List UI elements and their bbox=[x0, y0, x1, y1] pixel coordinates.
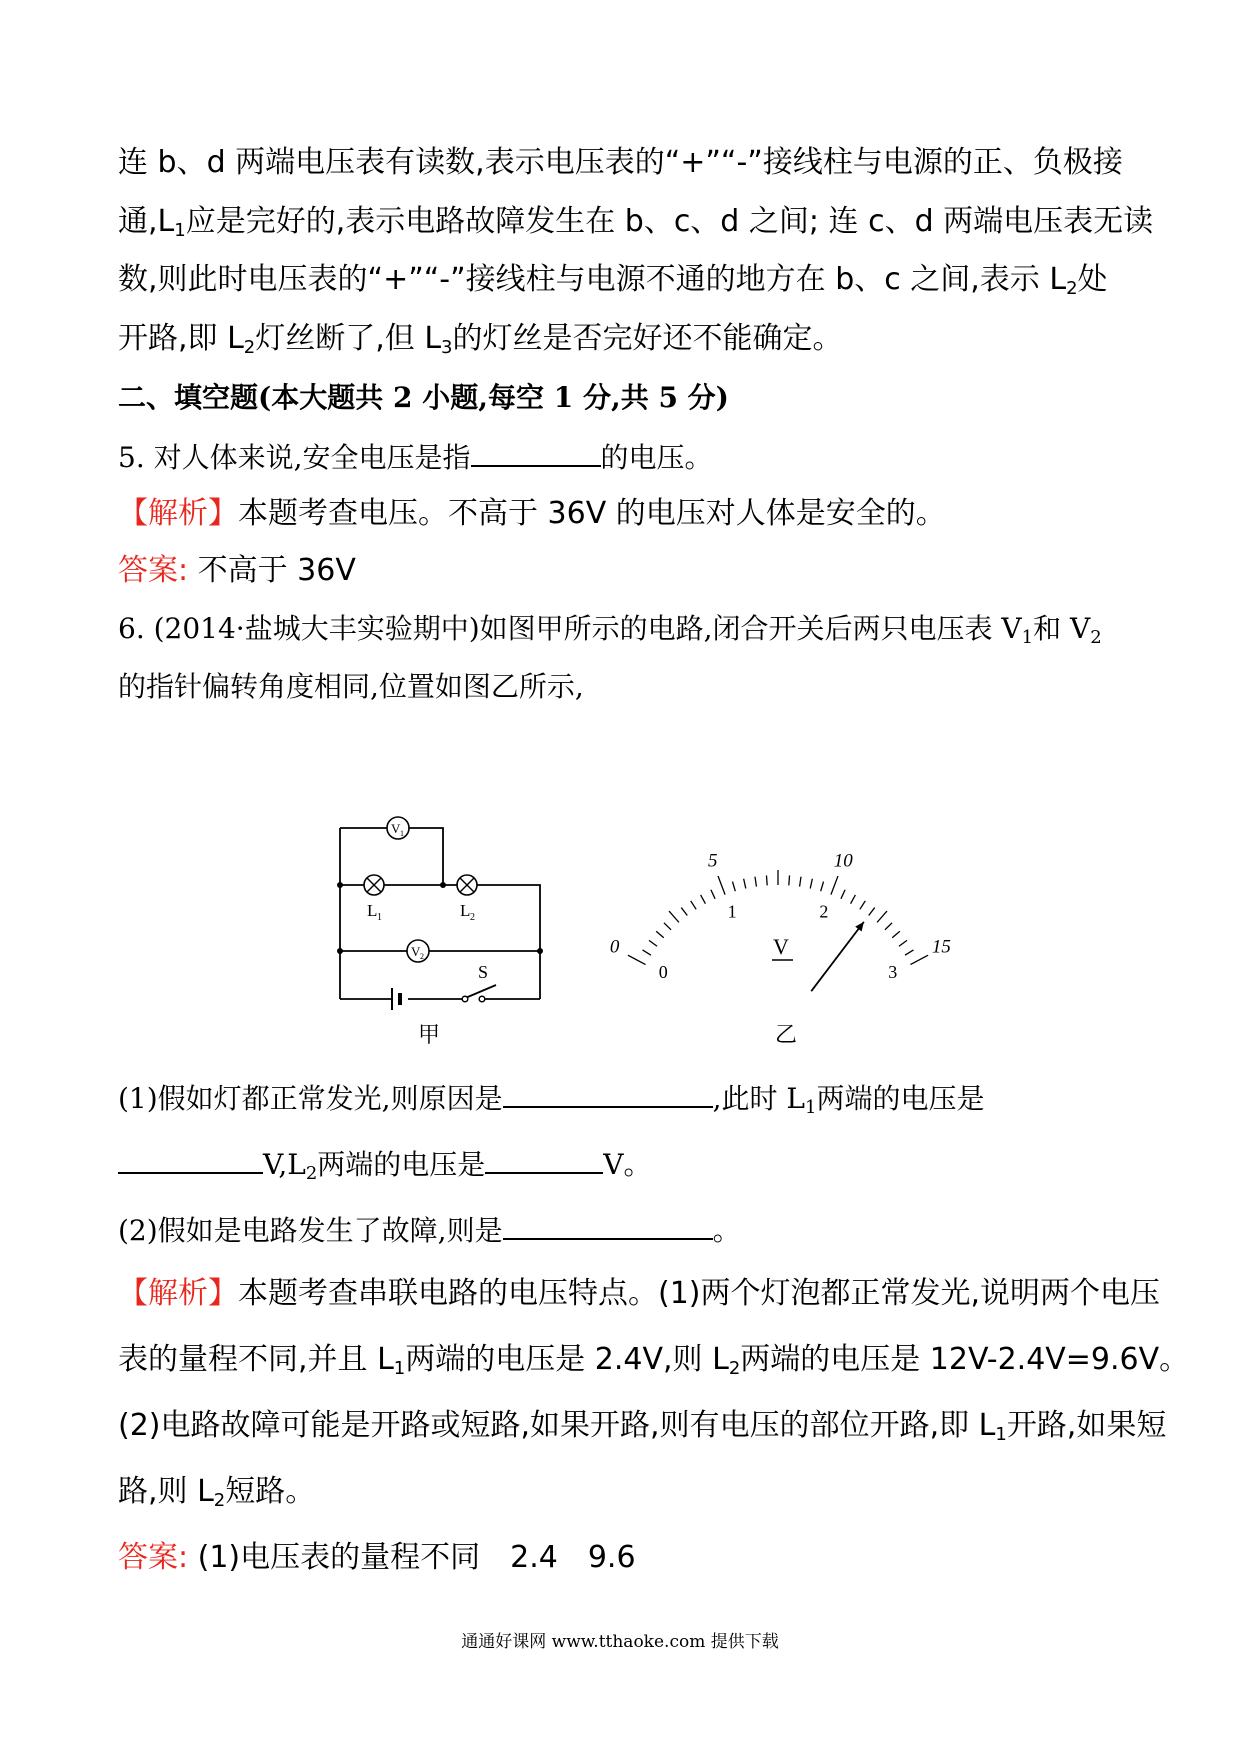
dial-tick bbox=[669, 911, 679, 922]
q6-analysis-line1: 【解析】本题考查串联电路的电压特点。(1)两个灯泡都正常发光,说明两个电压 bbox=[118, 1276, 1161, 1311]
svg-text:V: V bbox=[411, 944, 421, 959]
q6-analysis-line4: 路,则 $L_2$短路。 bbox=[118, 1474, 316, 1511]
q5-analysis: 【解析】本题考查电压。不高于 36V 的电压对人体是安全的。 bbox=[118, 496, 946, 531]
circuit-diagram bbox=[330, 815, 560, 1015]
figure-yi-caption: 乙 bbox=[775, 1023, 798, 1048]
dial-tick bbox=[821, 882, 824, 892]
dial-tick bbox=[899, 940, 907, 946]
q6-analysis-line3: (2)电路故障可能是开路或短路,如果开路,则有电压的部位开路,即 $L_1$开路,如果短 bbox=[118, 1408, 1167, 1445]
dial-tick bbox=[732, 882, 735, 892]
voltmeter-v1-symbol bbox=[387, 817, 409, 839]
dial-inner-label: 1 bbox=[727, 901, 737, 922]
dial-needle-tip bbox=[855, 922, 864, 932]
q5-stem: 5. 对人体来说,安全电压是指 的电压。 bbox=[118, 435, 713, 478]
page-footer: 通通好课网 www.tthaoke.com 提供下载 bbox=[461, 1632, 779, 1652]
q5-blank[interactable] bbox=[471, 435, 601, 467]
dial-tick bbox=[711, 890, 715, 899]
q6-stem-line2: 的指针偏转角度相同,位置如图乙所示, bbox=[118, 670, 584, 703]
dial-tick bbox=[910, 955, 928, 964]
dial-tick bbox=[800, 877, 801, 887]
q6-sub1-line1: (1)假如灯都正常发光,则原因是 ,此时 $L_1$两端的电压是 bbox=[118, 1076, 984, 1119]
dial-inner-label: 0 bbox=[658, 962, 668, 983]
q6-analysis-line2: 表的量程不同,并且 $L_1$两端的电压是 2.4V,则 $L_2$两端的电压是 12V-2.4V=9.6V。 bbox=[118, 1342, 1190, 1379]
dial-tick bbox=[851, 895, 856, 904]
dial-tick bbox=[831, 876, 838, 895]
q6-blank-reason[interactable] bbox=[503, 1076, 713, 1108]
dial-tick bbox=[905, 950, 913, 955]
dial-tick bbox=[789, 875, 790, 885]
dial-tick bbox=[810, 879, 812, 889]
voltmeter-v2-symbol bbox=[407, 940, 429, 962]
svg-text:1: 1 bbox=[377, 912, 382, 923]
section-title: 二、填空题(本大题共 2 小题,每空 1 分,共 5 分) bbox=[118, 381, 729, 414]
figure-jia-caption: 甲 bbox=[418, 1023, 441, 1048]
dial-tick bbox=[718, 876, 725, 895]
para1-line1: 连 b、d 两端电压表有读数,表示电压表的“+”“-”接线柱与电源的正、负极接 bbox=[118, 145, 1123, 180]
q6-answer: 答案: (1)电压表的量程不同 2.4 9.6 bbox=[118, 1540, 636, 1575]
svg-text:V: V bbox=[391, 821, 401, 836]
dial-outer-label: 10 bbox=[833, 850, 853, 872]
dial-tick bbox=[885, 923, 892, 930]
svg-text:2: 2 bbox=[420, 952, 424, 961]
dial-tick bbox=[643, 950, 651, 955]
dial-tick bbox=[744, 879, 746, 889]
q6-sub2: (2)假如是电路发生了故障,则是 。 bbox=[118, 1208, 741, 1251]
svg-text:2: 2 bbox=[470, 912, 475, 923]
dial-tick bbox=[664, 923, 671, 930]
q6-stem-line1: 6. (2014·盐城大丰实验期中)如图甲所示的电路,闭合开关后两只电压表 $V_1$和 $V_2$ bbox=[118, 612, 1102, 648]
q6-blank-fault[interactable] bbox=[503, 1208, 713, 1240]
dial-tick bbox=[755, 877, 756, 887]
para1-line4: 开路,即 $L_2$灯丝断了,但 $L_3$的灯丝是否完好还不能确定。 bbox=[118, 321, 843, 358]
dial-tick bbox=[656, 931, 664, 937]
svg-text:L: L bbox=[460, 901, 471, 920]
switch-pivot bbox=[462, 996, 468, 1002]
q6-sub1-line2: $V,L_2$两端的电压是 V。 bbox=[118, 1142, 652, 1185]
dial-tick bbox=[892, 931, 900, 937]
dial-outer-label: 15 bbox=[931, 936, 951, 958]
dial-tick bbox=[628, 955, 646, 964]
dial-unit-label: V bbox=[773, 934, 789, 959]
para1-line2: 通$,L_1$应是完好的,表示电路故障发生在 b、c、d 之间; 连 c、d 两端电压表无读 bbox=[118, 204, 1154, 241]
q6-blank-l2-voltage[interactable] bbox=[485, 1142, 603, 1174]
dial-tick bbox=[841, 890, 845, 899]
switch-contact bbox=[479, 996, 485, 1002]
switch-label: S bbox=[478, 962, 489, 982]
dial-inner-label: 3 bbox=[888, 962, 898, 983]
dial-outer-label: 0 bbox=[609, 936, 620, 958]
dial-tick bbox=[681, 908, 687, 916]
svg-text:1: 1 bbox=[400, 829, 404, 838]
dial-tick bbox=[860, 901, 865, 909]
para1-line3: 数,则此时电压表的“+”“-”接线柱与电源不通的地方在 b、c 之间,表示 $L_2$处 bbox=[118, 262, 1108, 299]
dial-inner-label: 2 bbox=[819, 901, 829, 922]
dial-tick bbox=[701, 895, 706, 904]
dial-outer-label: 5 bbox=[707, 850, 718, 872]
lamp-l1-symbol bbox=[364, 875, 384, 923]
q6-blank-l1-voltage[interactable] bbox=[118, 1142, 263, 1174]
voltmeter-dial bbox=[609, 830, 951, 1005]
dial-tick bbox=[766, 875, 767, 885]
svg-text:L: L bbox=[367, 901, 378, 920]
dial-tick bbox=[691, 901, 696, 909]
dial-tick bbox=[649, 940, 657, 946]
dial-tick bbox=[877, 911, 887, 922]
q5-answer: 答案: 不高于 36V bbox=[118, 553, 356, 588]
lamp-l2-symbol bbox=[457, 875, 477, 923]
dial-needle bbox=[811, 922, 864, 991]
dial-tick bbox=[869, 908, 875, 916]
